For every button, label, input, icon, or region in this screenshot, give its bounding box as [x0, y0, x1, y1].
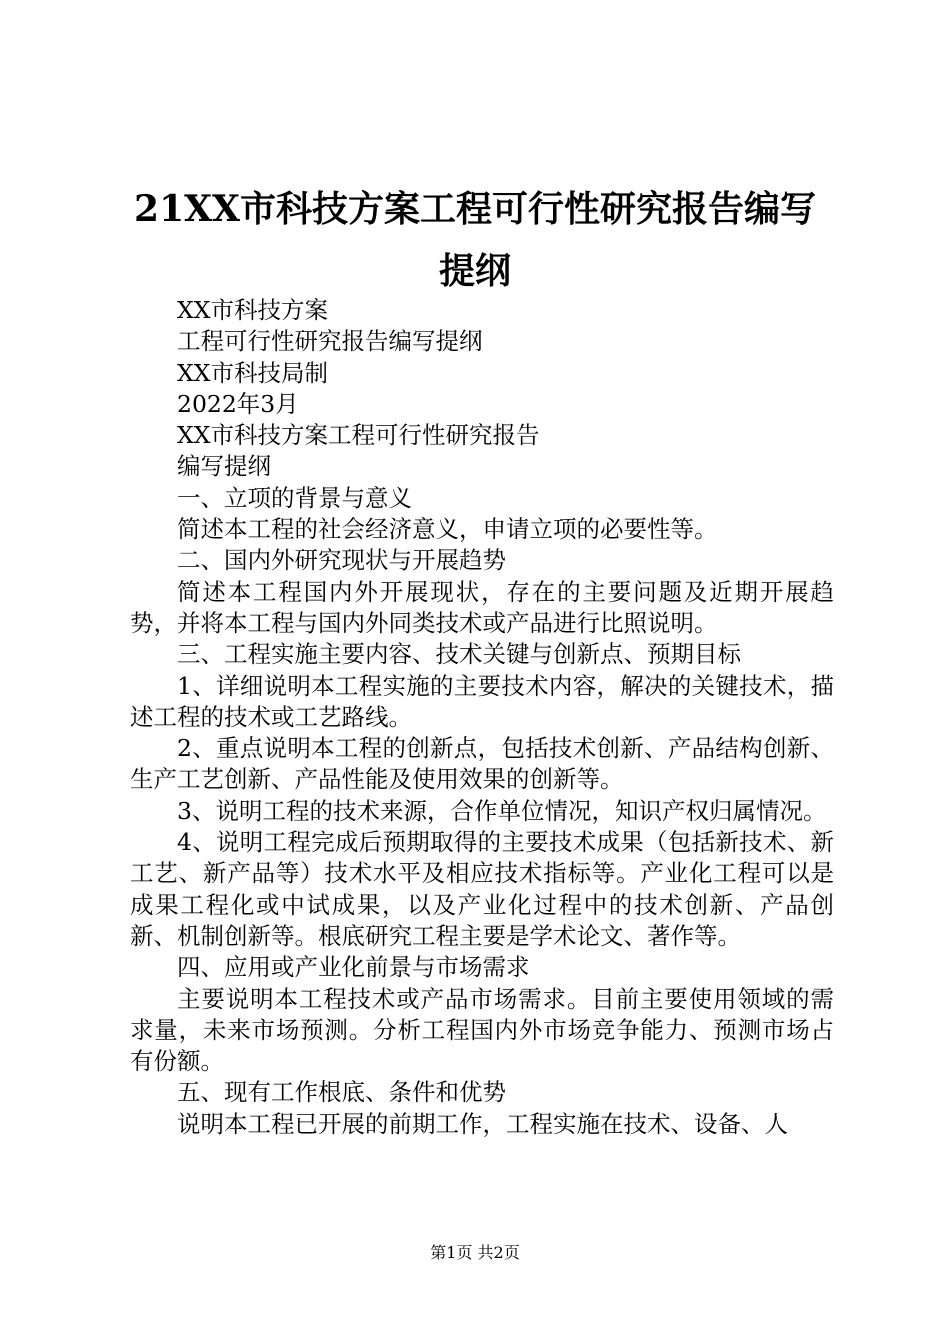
- section-heading: 五、现有工作根底、条件和优势: [177, 1078, 506, 1107]
- paragraph: 说明本工程已开展的前期工作，工程实施在技术、设备、人: [177, 1109, 788, 1138]
- paragraph: XX市科技方案: [177, 296, 328, 324]
- paragraph: 简述本工程的社会经济意义，申请立项的必要性等。: [177, 515, 718, 544]
- paragraph: 3、说明工程的技术来源，合作单位情况，知识产权归属情况。: [177, 796, 827, 825]
- section-heading: 三、工程实施主要内容、技术关键与创新点、预期目标: [177, 640, 741, 669]
- paragraph: XX市科技局制: [177, 358, 328, 387]
- section-heading: 四、应用或产业化前景与市场需求: [177, 953, 530, 982]
- page-footer: 第1页 共2页: [430, 1243, 520, 1262]
- paragraph: 4、说明工程完成后预期取得的主要技术成果（包括新技术、新工艺、新产品等）技术水平及相应技术指标等。产业化工程可以是成果工程化或中试成果，以及产业化过程中的技术创新、产品创新、机制创新等。根底研究工程主要是学术论文、著作等。: [130, 828, 834, 950]
- paragraph: 编写提纲: [177, 452, 271, 481]
- paragraph: 主要说明本工程技术或产品市场需求。目前主要使用领域的需求量，未来市场预测。分析工程国内外市场竞争能力、预测市场占有份额。: [130, 984, 834, 1076]
- document-body: [130, 295, 834, 1140]
- document-title: 21XX市科技方案工程可行性研究报告编写提纲: [134, 188, 816, 292]
- section-heading: 二、国内外研究现状与开展趋势: [177, 546, 506, 575]
- paragraph: 2、重点说明本工程的创新点，包括技术创新、产品结构创新、生产工艺创新、产品性能及使用效果的创新等。: [130, 734, 834, 794]
- paragraph: 2022年3月: [177, 389, 299, 418]
- paragraph: 1、详细说明本工程实施的主要技术内容，解决的关键技术，描述工程的技术或工艺路线。: [130, 671, 834, 731]
- paragraph: XX市科技方案工程可行性研究报告: [177, 421, 540, 450]
- paragraph: 简述本工程国内外开展现状，存在的主要问题及近期开展趋势，并将本工程与国内外同类技术或产品进行比照说明。: [130, 577, 834, 637]
- paragraph: 工程可行性研究报告编写提纲: [177, 327, 483, 356]
- section-heading: 一、立项的背景与意义: [177, 483, 412, 512]
